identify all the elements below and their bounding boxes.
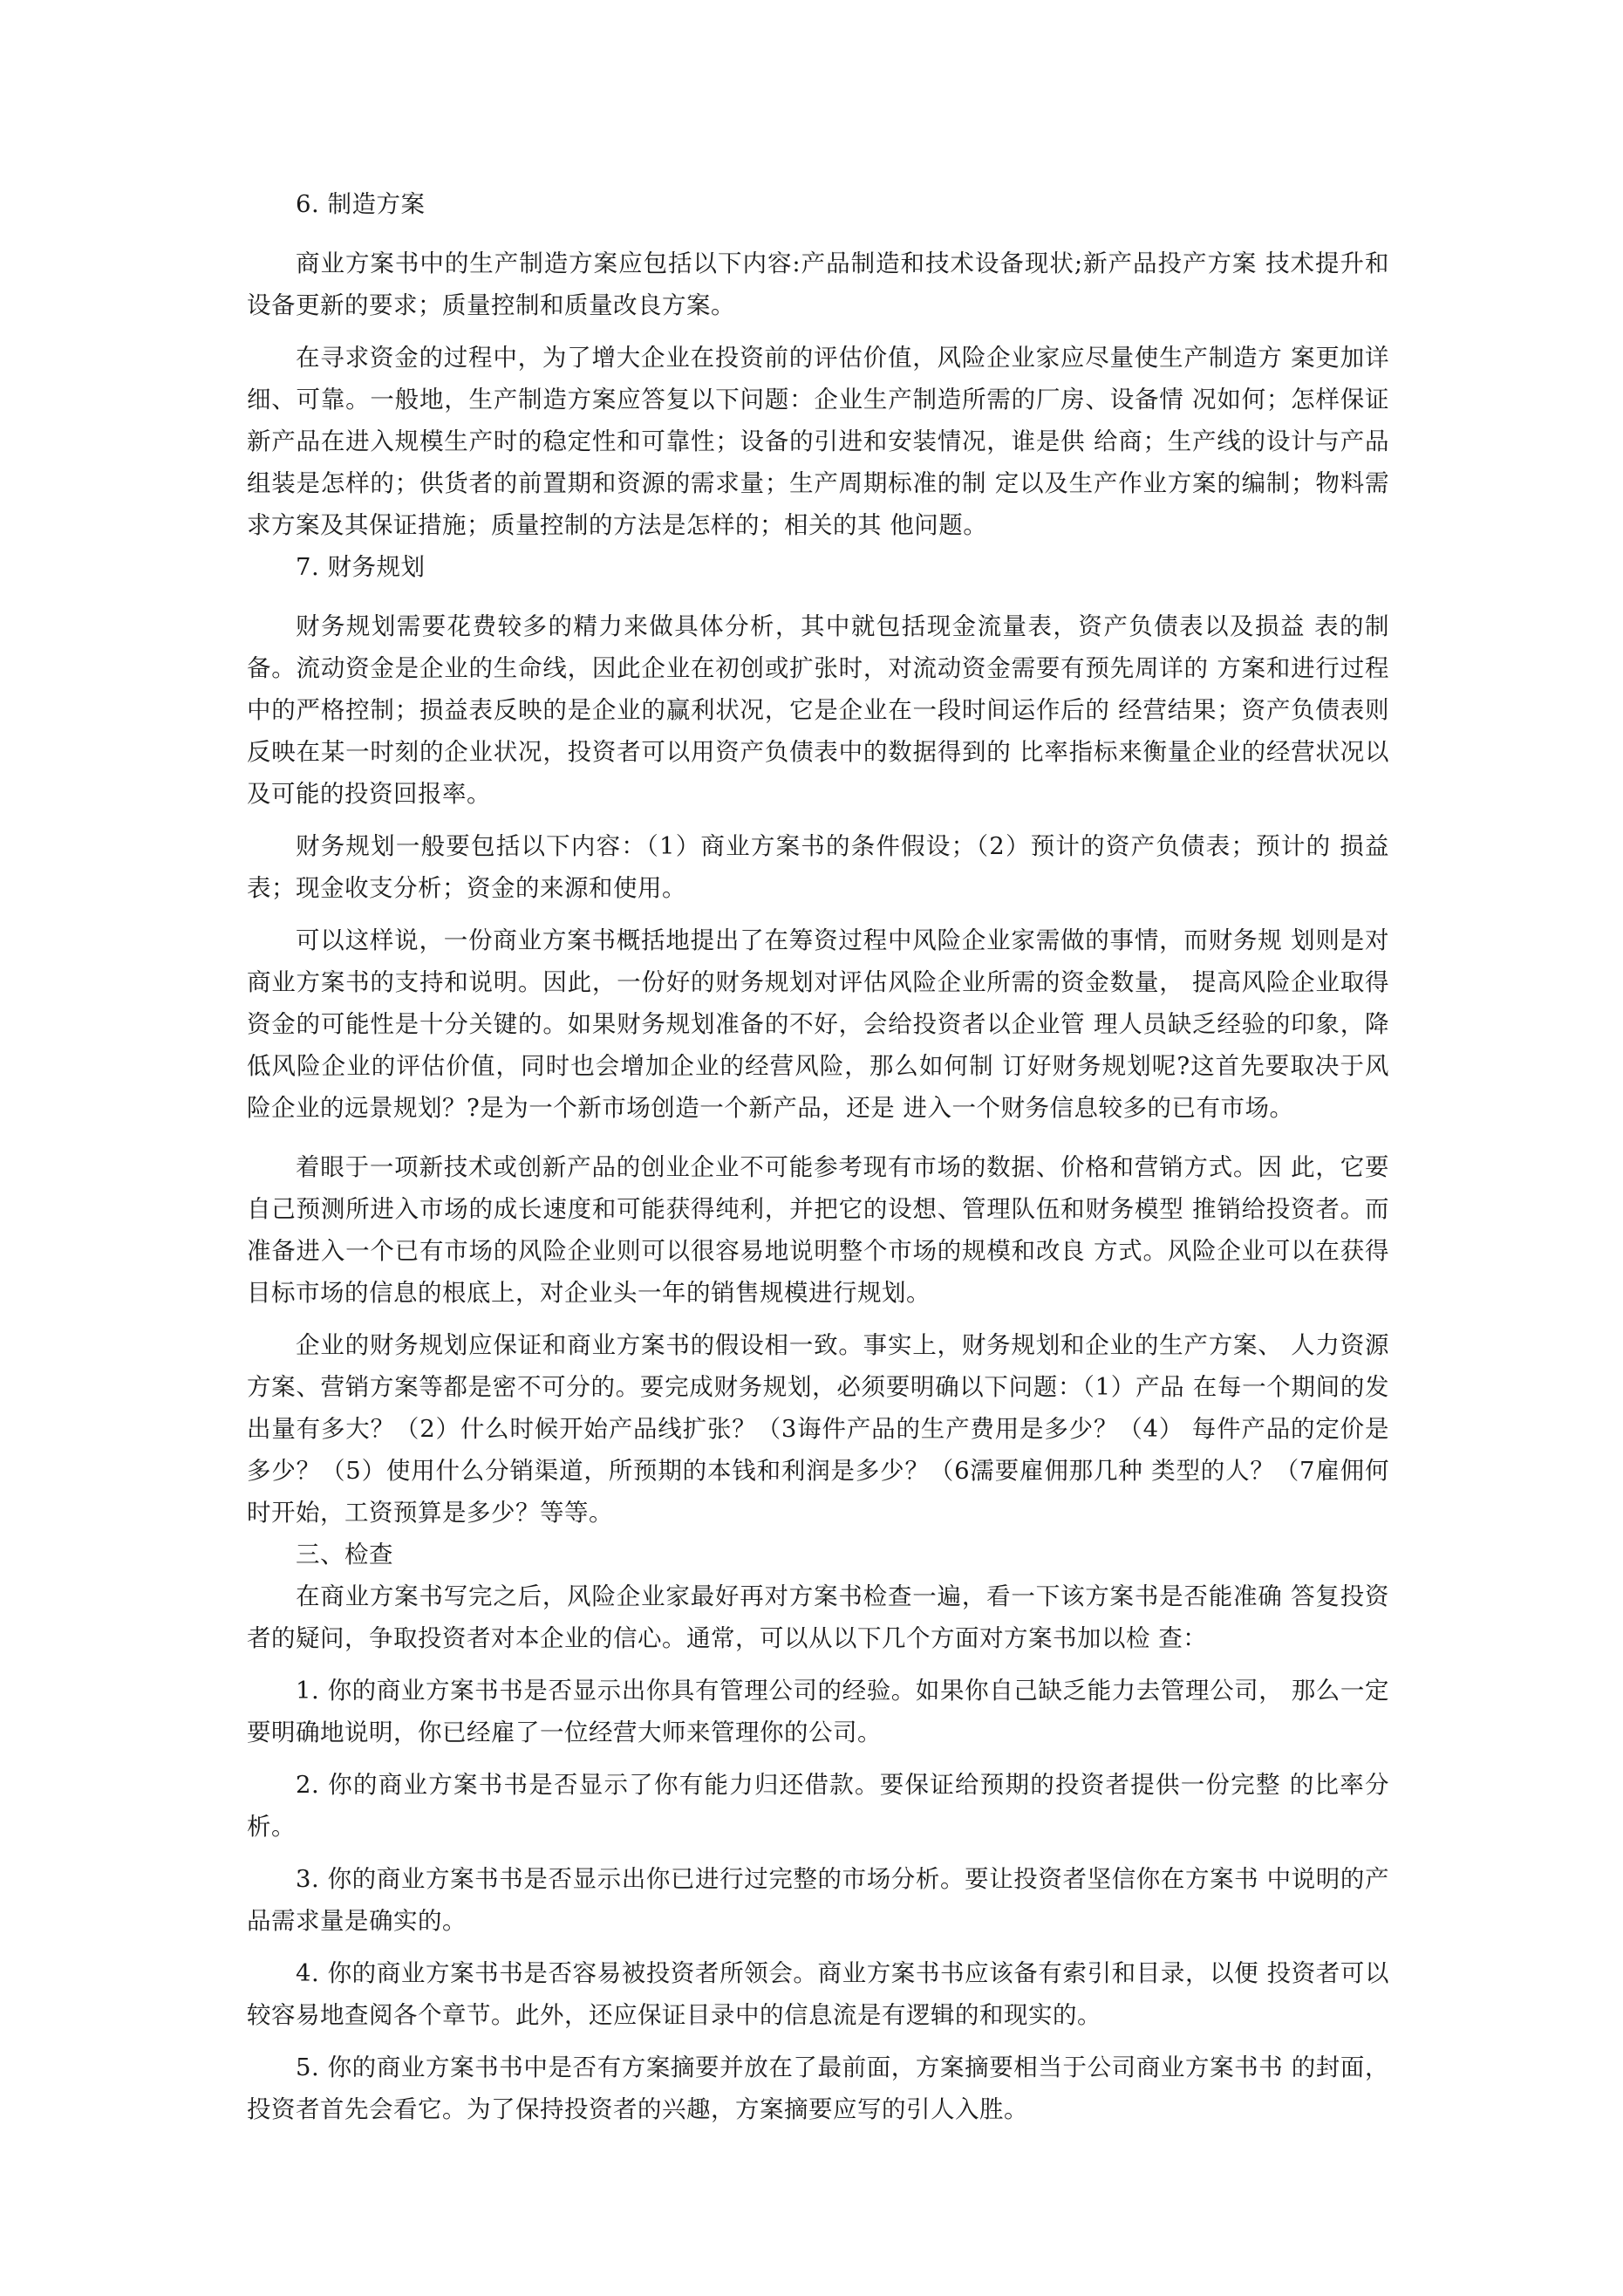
paragraph: 在寻求资金的过程中，为了增大企业在投资前的评估价值，风险企业家应尽量使生产制造方 案更加详细、可靠。一般地，生产制造方案应答复以下问题：企业生产制造所需的厂房、设备情 况如何；怎样保证新产品在进入规模生产时的稳定性和可靠性；设备的引进和安装情况，谁是供 给商；生产线的设计与产品组装是怎样的；供货者的前置期和资源的需求量；生产周期标准的制 定以及生产作业方案的编制；物料需求方案及其保证措施；质量控制的方法是怎样的；相关的其 他问题。 (247, 344, 1389, 539)
section-heading-manufacturing: 6. 制造方案 (296, 190, 426, 218)
paragraph: 财务规划一般要包括以下内容：（1）商业方案书的条件假设；（2）预计的资产负债表；预计的 损益表；现金收支分析；资金的来源和使用。 (247, 832, 1389, 902)
checklist-item: 4. 你的商业方案书书是否容易被投资者所领会。商业方案书书应该备有索引和目录，以便 投资者可以较容易地查阅各个章节。此外，还应保证目录中的信息流是有逻辑的和现实的。 (247, 1959, 1389, 2029)
checklist-item: 1. 你的商业方案书书是否显示出你具有管理公司的经验。如果你自己缺乏能力去管理公司， 那么一定要明确地说明，你已经雇了一位经营大师来管理你的公司。 (247, 1677, 1389, 1746)
paragraph: 商业方案书中的生产制造方案应包括以下内容:产品制造和技术设备现状;新产品投产方案 技术提升和设备更新的要求；质量控制和质量改良方案。 (247, 249, 1389, 319)
section-heading-finance: 7. 财务规划 (296, 553, 426, 581)
paragraph: 在商业方案书写完之后，风险企业家最好再对方案书检查一遍，看一下该方案书是否能准确 答复投资者的疑问，争取投资者对本企业的信心。通常，可以从以下几个方面对方案书加以检 查： (247, 1582, 1389, 1652)
checklist-item: 3. 你的商业方案书书是否显示出你已进行过完整的市场分析。要让投资者坚信你在方案书 中说明的产品需求量是确实的。 (247, 1865, 1389, 1935)
section-heading-review: 三、检查 (296, 1541, 393, 1568)
paragraph: 可以这样说，一份商业方案书概括地提出了在筹资过程中风险企业家需做的事情，而财务规 划则是对商业方案书的支持和说明。因此，一份好的财务规划对评估风险企业所需的资金数量， 提高风险企业取得资金的可能性是十分关键的。如果财务规划准备的不好，会给投资者以企业管 理人员缺乏经验的印象，降低风险企业的评估价值，同时也会增加企业的经营风险，那么如何制 订好财务规划呢?这首先要取决于风险企业的远景规划？?是为一个新市场创造一个新产品，还是 进入一个财务信息较多的已有市场。 (247, 926, 1389, 1122)
paragraph: 企业的财务规划应保证和商业方案书的假设相一致。事实上，财务规划和企业的生产方案、 人力资源方案、营销方案等都是密不可分的。要完成财务规划，必须要明确以下问题：（1）产品 在每一个期间的发出量有多大？（2）什么时候开始产品线扩张？（3诲件产品的生产费用是多少？（4） 每件产品的定价是多少？（5）使用什么分销渠道，所预期的本钱和利润是多少？（6濡要雇佣那几种 类型的人？（7雇佣何时开始，工资预算是多少？等等。 (247, 1331, 1389, 1527)
checklist-item: 2. 你的商业方案书书是否显示了你有能力归还借款。要保证给预期的投资者提供一份完整 的比率分析。 (247, 1771, 1389, 1841)
paragraph: 财务规划需要花费较多的精力来做具体分析，其中就包括现金流量表，资产负债表以及损益 表的制备。流动资金是企业的生命线，因此企业在初创或扩张时，对流动资金需要有预先周详的 方案和进行过程中的严格控制；损益表反映的是企业的赢利状况，它是企业在一段时间运作后的 经营结果；资产负债表则反映在某一时刻的企业状况，投资者可以用资产负债表中的数据得到的 比率指标来衡量企业的经营状况以及可能的投资回报率。 (247, 612, 1389, 808)
paragraph: 着眼于一项新技术或创新产品的创业企业不可能参考现有市场的数据、价格和营销方式。因 此，它要自己预测所进入市场的成长速度和可能获得纯利，并把它的设想、管理队伍和财务模型 推销给投资者。而准备进入一个已有市场的风险企业则可以很容易地说明整个市场的规模和改良 方式。风险企业可以在获得目标市场的信息的根底上，对企业头一年的销售规模进行规划。 (247, 1153, 1389, 1307)
checklist-item: 5. 你的商业方案书书中是否有方案摘要并放在了最前面，方案摘要相当于公司商业方案书书 的封面，投资者首先会看它。为了保持投资者的兴趣，方案摘要应写的引人入胜。 (247, 2053, 1389, 2123)
document-page (247, 183, 1389, 2130)
